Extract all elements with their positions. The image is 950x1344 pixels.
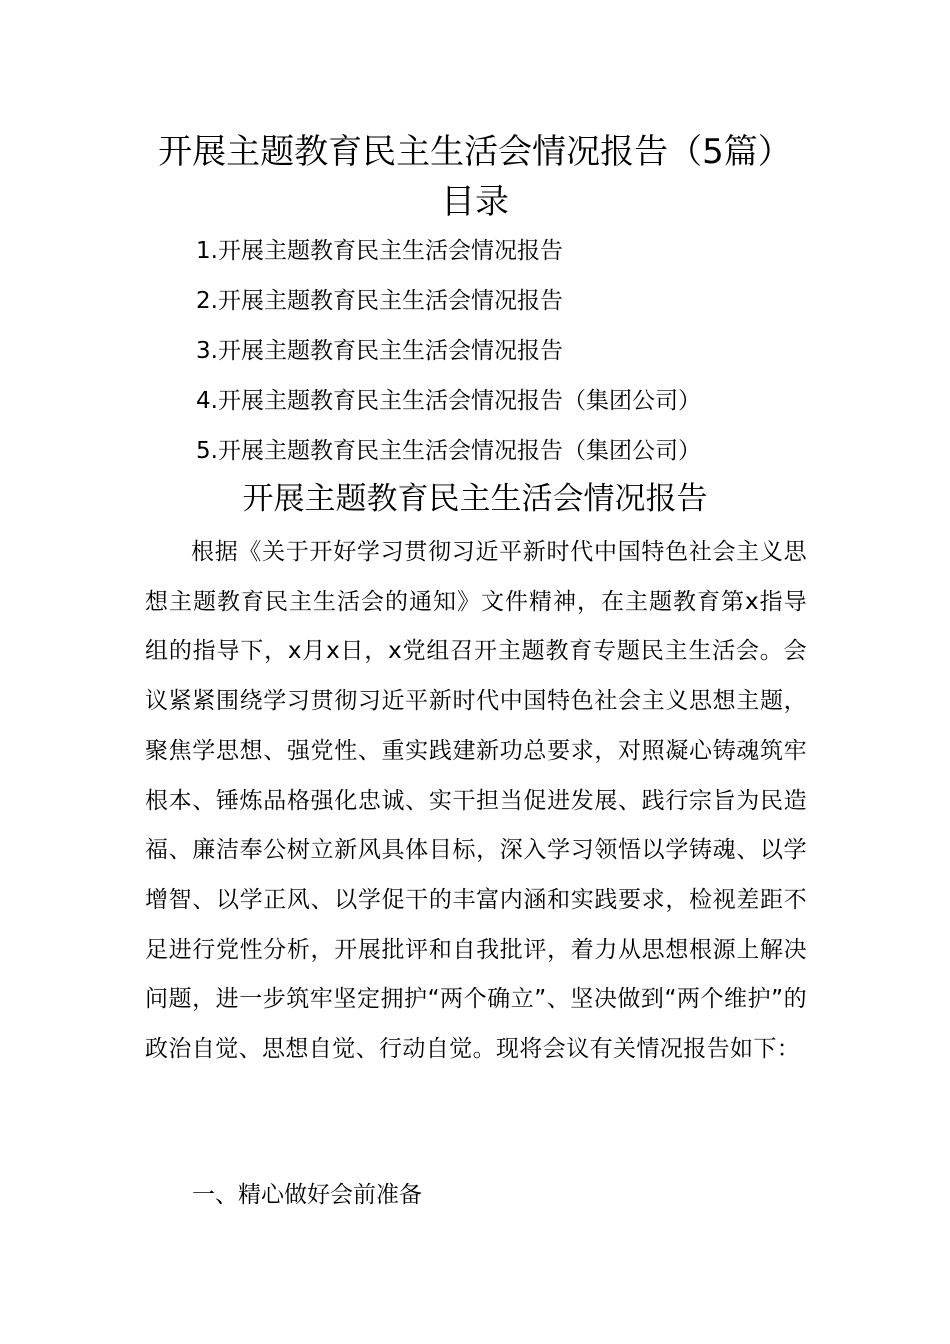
toc-title: 目录 <box>441 182 509 222</box>
toc-item-4: 4.开展主题教育民主生活会情况报告（集团公司） <box>196 388 701 414</box>
toc-item-1: 1.开展主题教育民主生活会情况报告 <box>196 238 563 264</box>
body-paragraph: 根据《关于开好学习贯彻习近平新时代中国特色社会主义思想主题教育民主生活会的通知》文件精神，在主题教育第x指导组的指导下，x月x日，x党组召开主题教育专题民主生活会。会议紧紧围绕学习贯彻习近平新时代中国特色社会主义思想主题，聚焦学思想、强党性、重实践建新功总要求，对照凝心铸魂筑牢根本、锤炼品格强化忠诚、实干担当促进发展、践行宗旨为民造福、廉洁奉公树立新风具体目标，深入学习领悟以学铸魂、以学增智、以学正风、以学促干的丰富内涵和实践要求，检视差距不足进行党性分析，开展批评和自我批评，着力从思想根源上解决问题，进一步筑牢坚定拥护“两个确立”、坚决做到“两个维护”的政治自觉、思想自觉、行动自觉。现将会议有关情况报告如下： <box>145 539 807 1063</box>
section-title: 开展主题教育民主生活会情况报告 <box>242 481 708 517</box>
toc-item-5: 5.开展主题教育民主生活会情况报告（集团公司） <box>196 438 701 464</box>
section-heading-1: 一、精心做好会前准备 <box>192 1182 422 1208</box>
toc-item-2: 2.开展主题教育民主生活会情况报告 <box>196 288 563 314</box>
toc-item-3: 3.开展主题教育民主生活会情况报告 <box>196 338 563 364</box>
table-of-contents <box>196 232 701 482</box>
document-main-title: 开展主题教育民主生活会情况报告（5篇） <box>158 132 792 172</box>
